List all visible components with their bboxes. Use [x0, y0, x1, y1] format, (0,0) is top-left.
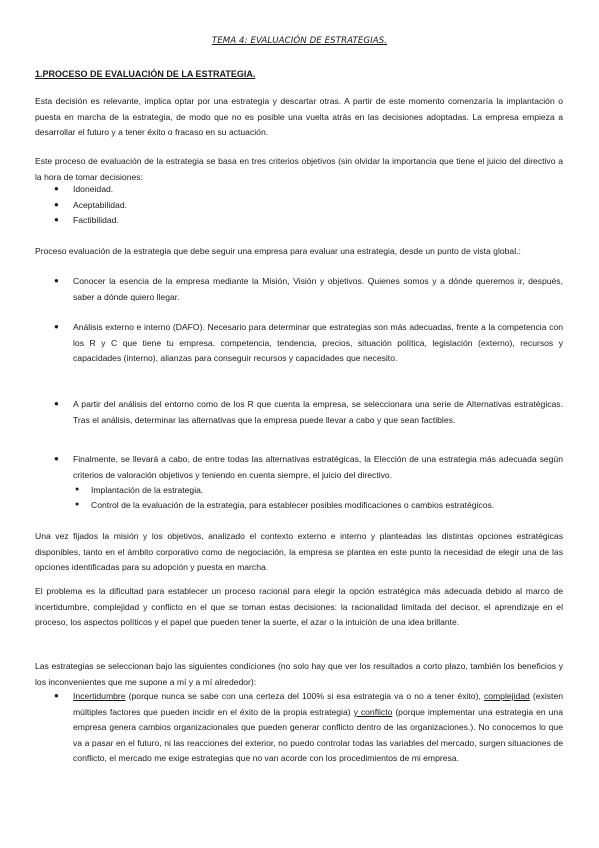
- term-description: (porque nunca se sabe con una certeza del 100% si esa estrategia va o no a tener éxito),: [125, 691, 484, 701]
- term-description: (existen múltiples factores que pueden incidir en el éxito de la propia estrategia): [73, 691, 563, 717]
- term-incertidumbre: Incertidumbre: [73, 691, 126, 701]
- bullet-icon: ●: [54, 322, 59, 331]
- term-complejidad: complejidad: [483, 691, 530, 701]
- paragraph-criteria-intro: Este proceso de evaluación de la estrategia se basa en tres criterios objetivos (sin olvidar la importancia que tiene el juicio del directivo a la hora de tomar decisiones:: [35, 156, 563, 182]
- document-title: TEMA 4: EVALUACIÓN DE ESTRATEGIAS.: [211, 36, 388, 46]
- process-step: A partir del análisis del entorno como de los R que cuenta la empresa, se seleccionara una serie de Alternativas estratégicas. Tras el análisis, determinar las alternativas que la empresa puede llevar a cabo y que sean factibles.: [73, 399, 563, 425]
- bullet-icon: ●: [54, 184, 59, 193]
- process-step: Finalmente, se llevará a cabo, de entre todas las alternativas estratégicas, la Elección de una estrategia más adecuada según criterios de valoración objetivos y teniendo en cuenta siempre, el juicio del directivo.: [73, 454, 563, 480]
- bullet-icon: ●: [75, 501, 80, 508]
- paragraph-process-intro: Proceso evaluación de la estrategia que debe seguir una empresa para evaluar una estrategia, desde un punto de vista global.:: [35, 246, 521, 256]
- term-description: (porque implementar una estrategia en una empresa genera cambios organizacionales que pueden generar conflicto dentro de las organizaciones.). No conocemos lo que va a pasar en el futuro, ni las reacciones del exterior, no puedo controlar todas las variables del mercado, surgen situaciones de conflicto, el mercado me exige estrategias que no van acorde con los procedimientos de mi empresa.: [73, 706, 563, 764]
- bullet-icon: ●: [54, 691, 59, 700]
- process-substep: Control de la evaluación de la estrategia, para establecer posibles modificaciones o cambios estratégicos.: [91, 500, 495, 510]
- criteria-item: Factibilidad.: [73, 215, 119, 225]
- paragraph-problem: El problema es la dificultad para establecer un proceso racional para elegir la opción estratégica más adecuada debido al marco de incertidumbre, complejidad y conflicto en el que se toman estas decisiones: la racionalidad limitada del decisor, el aprendizaje en el proceso, los aspectos políticos y el papel que pueden tener la suerte, el azar o la intuición de una idea brillante.: [35, 586, 563, 628]
- process-step: Análisis externo e interno (DAFO). Necesario para determinar que estrategias son más adecuadas, frente a la competencia con los R y C que tiene tu empresa. competencia, tendencia, precios, situación política, legislación (externo), recursos y capacidades (interno), alianzas para conseguir recursos y capacidades que necesito.: [73, 322, 563, 364]
- term-conflicto: y conflicto: [353, 706, 393, 717]
- conditions-item: [73, 689, 563, 767]
- bullet-icon: ●: [54, 454, 59, 463]
- paragraph-selection: Una vez fijados la misión y los objetivos, analizado el contexto externo e interno y planteadas las distintas opciones estratégicas disponibles, tanto en el ámbito corporativo como de negociación, la empresa se plantea en este punto la necesidad de elegir una de las opciones identificadas para su adopción y puesta en marcha.: [35, 531, 563, 573]
- section-heading: 1.PROCESO DE EVALUACIÓN DE LA ESTRATEGIA.: [35, 69, 256, 79]
- bullet-icon: ●: [54, 399, 59, 408]
- bullet-icon: ●: [54, 200, 59, 209]
- bullet-icon: ●: [54, 215, 59, 224]
- process-substep: Implantación de la estrategia.: [91, 485, 204, 495]
- bullet-icon: ●: [75, 486, 80, 493]
- paragraph-conditions-intro: Las estrategias se seleccionan bajo las siguientes condiciones (no solo hay que ver los resultados a corto plazo, también los beneficios y los inconvenientes que me supone a mí y a mí alrededor):: [35, 661, 563, 687]
- paragraph-intro: Esta decisión es relevante, implica optar por una estrategia y descartar otras. A partir de este momento comenzaría la implantación o puesta en marcha de la estrategia, de modo que no es posible una vuelta atrás en las decisiones adoptadas. La empresa empieza a desarrollar el futuro y a tener éxito o fracaso en su actuación.: [35, 96, 563, 138]
- criteria-item: Aceptabilidad.: [73, 200, 127, 210]
- process-step: Conocer la esencia de la empresa mediante la Misión, Visión y objetivos. Quienes somos y a dónde queremos ir, después, saber a dónde quiero llegar.: [73, 276, 563, 302]
- bullet-icon: ●: [54, 276, 59, 285]
- criteria-item: Idoneidad.: [73, 184, 114, 194]
